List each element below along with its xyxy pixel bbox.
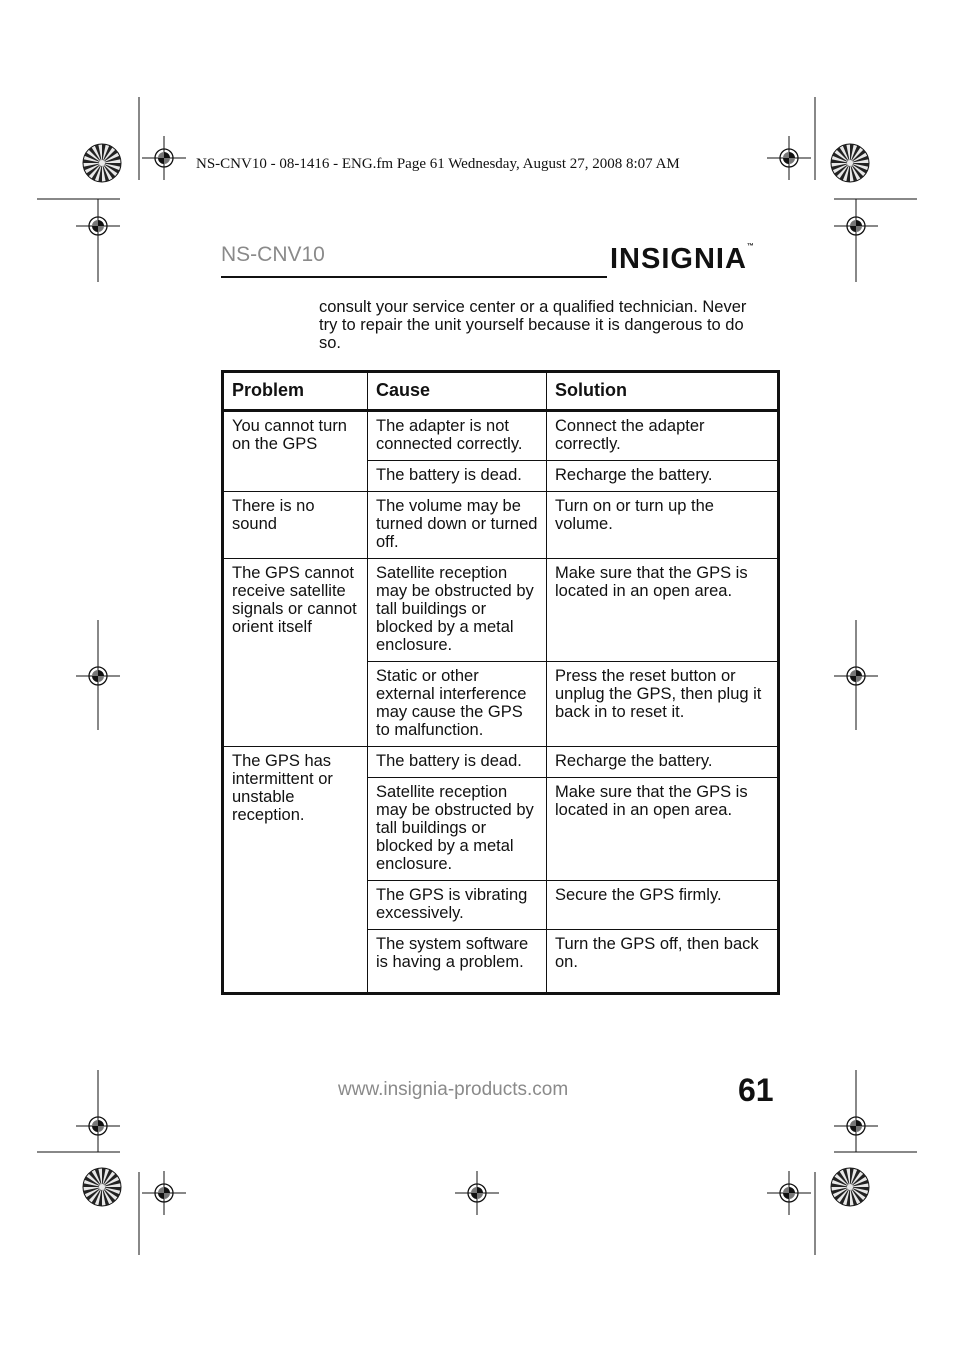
registration-mark [455, 1171, 499, 1215]
troubleshooting-table [221, 370, 780, 995]
cause-cell: The battery is dead. [368, 461, 547, 492]
registration-mark [767, 136, 811, 180]
solution-cell: Make sure that the GPS is located in an open area. [547, 559, 779, 662]
table-row [223, 559, 779, 662]
cause-cell: The battery is dead. [368, 747, 547, 778]
cause-cell: Satellite reception may be obstructed by tall buildings or blocked by a metal enclosure. [368, 778, 547, 881]
header-problem: Problem [223, 372, 368, 411]
table-row [223, 747, 779, 778]
header-solution: Solution [547, 372, 779, 411]
solution-cell: Recharge the battery. [547, 461, 779, 492]
solution-cell: Press the reset button or unplug the GPS, then plug it back in to reset it. [547, 662, 779, 747]
header-rule [221, 276, 607, 278]
logo-text: INSIGNIA [610, 243, 747, 275]
page-number: 61 [738, 1072, 774, 1108]
registration-mark [142, 1171, 186, 1215]
registration-mark [834, 204, 878, 248]
cause-cell: The GPS is vibrating excessively. [368, 881, 547, 930]
solution-cell: Turn the GPS off, then back on. [547, 930, 779, 994]
insignia-logo [610, 243, 754, 276]
footer-website: www.insignia-products.com [338, 1079, 569, 1100]
table-row [223, 492, 779, 559]
problem-cell: There is no sound [223, 492, 368, 559]
solution-cell: Turn on or turn up the volume. [547, 492, 779, 559]
solution-cell: Recharge the battery. [547, 747, 779, 778]
problem-cell: You cannot turn on the GPS [223, 411, 368, 492]
solution-cell: Make sure that the GPS is located in an open area. [547, 778, 779, 881]
registration-mark [76, 654, 120, 698]
cause-cell: The volume may be turned down or turned off. [368, 492, 547, 559]
trademark-symbol: ™ [746, 243, 754, 250]
color-bar-mark [831, 1168, 869, 1206]
table-row [223, 411, 779, 461]
registration-mark [76, 204, 120, 248]
registration-mark [142, 136, 186, 180]
table-header-row [223, 372, 779, 411]
registration-mark [76, 1104, 120, 1148]
solution-cell: Connect the adapter correctly. [547, 411, 779, 461]
cause-cell: Static or other external interference may cause the GPS to malfunction. [368, 662, 547, 747]
cause-cell: Satellite reception may be obstructed by tall buildings or blocked by a metal enclosure. [368, 559, 547, 662]
header-cause: Cause [368, 372, 547, 411]
color-bar-mark [831, 144, 869, 182]
cause-cell: The adapter is not connected correctly. [368, 411, 547, 461]
problem-cell: The GPS cannot receive satellite signals or cannot orient itself [223, 559, 368, 747]
registration-mark [834, 654, 878, 698]
intro-paragraph: consult your service center or a qualified technician. Never try to repair the unit yourself because it is dangerous to do so. [319, 298, 747, 352]
problem-cell: The GPS has intermittent or unstable reception. [223, 747, 368, 994]
model-number: NS-CNV10 [221, 243, 325, 266]
print-slug-line: NS-CNV10 - 08-1416 - ENG.fm Page 61 Wednesday, August 27, 2008 8:07 AM [196, 156, 680, 172]
registration-mark [834, 1104, 878, 1148]
solution-cell: Secure the GPS firmly. [547, 881, 779, 930]
color-bar-mark [83, 1168, 121, 1206]
cause-cell: The system software is having a problem. [368, 930, 547, 994]
color-bar-mark [83, 144, 121, 182]
registration-mark [767, 1171, 811, 1215]
